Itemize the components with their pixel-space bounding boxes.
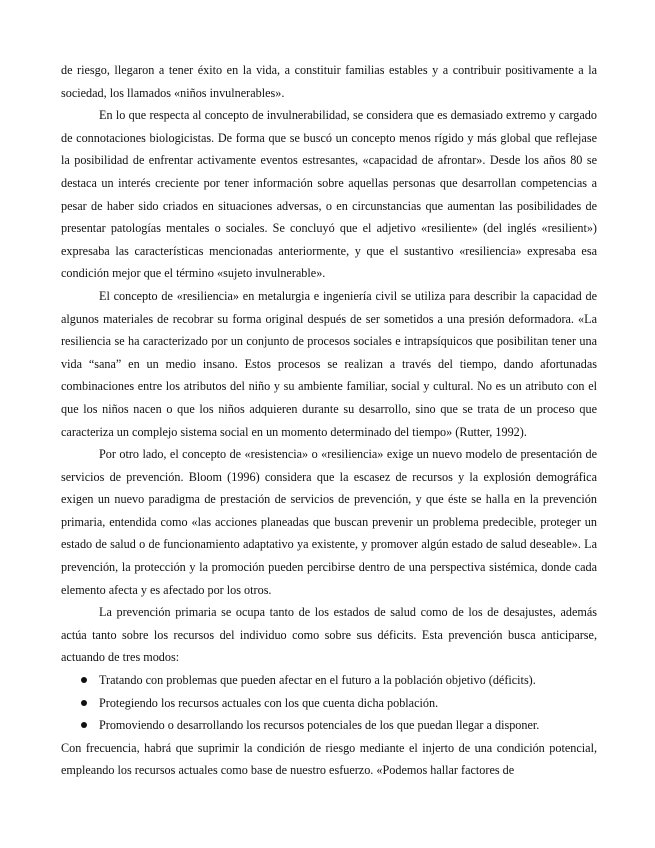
document-body [61,59,597,782]
paragraph-prevention-services: Por otro lado, el concepto de «resistencia» o «resiliencia» exige un nuevo modelo de presentación de servicios de prevención. Bloom (1996) considera que la escasez de recursos y la explosión demográfica exigen un nuevo paradigma de prestación de servicios de prevención, y que éste se halla en la prevención primaria, entendida como «las acciones planeadas que buscan prevenir un problema predecible, proteger un estado de salud o de funcionamiento adaptativo ya existente, y promover algún estado de salud deseable». La prevención, la protección y la promoción pueden percibirse dentro de una perspectiva sistémica, donde cada elemento afecta y es afectado por los otros. [61,447,597,597]
bullet-icon [81,677,87,683]
list-item-text: Promoviendo o desarrollando los recursos potenciales de los que puedan llegar a disponer. [99,718,540,733]
bullet-icon [81,722,87,728]
list-item-text: Protegiendo los recursos actuales con los que cuenta dicha población. [99,695,439,710]
paragraph-resilience-concept: El concepto de «resiliencia» en metalurgia e ingeniería civil se utiliza para describir la capacidad de algunos materiales de recobrar su forma original después de ser sometidos a una presión deformadora. «La resiliencia se ha caracterizado por un conjunto de procesos sociales e intrapsíquicos que posibilitan tener una vida “sana” en un medio insano. Estos procesos se realizan a través del tiempo, dando afortunadas combinaciones entre los atributos del niño y su ambiente familiar, social y cultural. No es un atributo con el que los niños nacen o que los niños adquieren durante su desarrollo, sino que se trata de un proceso que caracteriza un complejo sistema social en un momento determinado del tiempo» (Rutter, 1992). [61,288,597,439]
bullet-icon [81,700,87,706]
list-item [61,714,597,737]
list-item [61,669,597,692]
prevention-modes-list [61,669,597,737]
paragraph-invulnerability: En lo que respecta al concepto de invulnerabilidad, se considera que es demasiado extremo y cargado de connotaciones biologicistas. De forma que se buscó un concepto menos rígido y más global que reflejase la posibilidad de enfrentar activamente eventos estresantes, «capacidad de afrontar». Desde los años 80 se destaca un interés creciente por tener información sobre aquellas personas que desarrollan competencias a pesar de haber sido criados en situaciones adversas, o en circunstancias que aumentan las posibilidades de presentar patologías mentales o sociales. Se concluyó que el adjetivo «resiliente» (del inglés «resilient») expresaba las características mencionadas anteriormente, y que el sustantivo «resiliencia» expresaba esa condición mejor que el término «sujeto invulnerable». [61,108,597,281]
list-item [61,692,597,715]
paragraph-primary-prevention: La prevención primaria se ocupa tanto de los estados de salud como de los de desajustes, además actúa tanto sobre los recursos del individuo como sobre sus déficits. Esta prevención busca anticiparse, actuando de tres modos: [61,605,597,665]
paragraph-continuation: de riesgo, llegaron a tener éxito en la vida, a constituir familias estables y a contribuir positivamente a la sociedad, los llamados «niños invulnerables». [61,63,597,100]
paragraph-closing: Con frecuencia, habrá que suprimir la condición de riesgo mediante el injerto de una condición potencial, empleando los recursos actuales como base de nuestro esfuerzo. «Podemos hallar factores de [61,740,597,778]
list-item-text: Tratando con problemas que pueden afectar en el futuro a la población objetivo (déficits). [99,673,536,688]
